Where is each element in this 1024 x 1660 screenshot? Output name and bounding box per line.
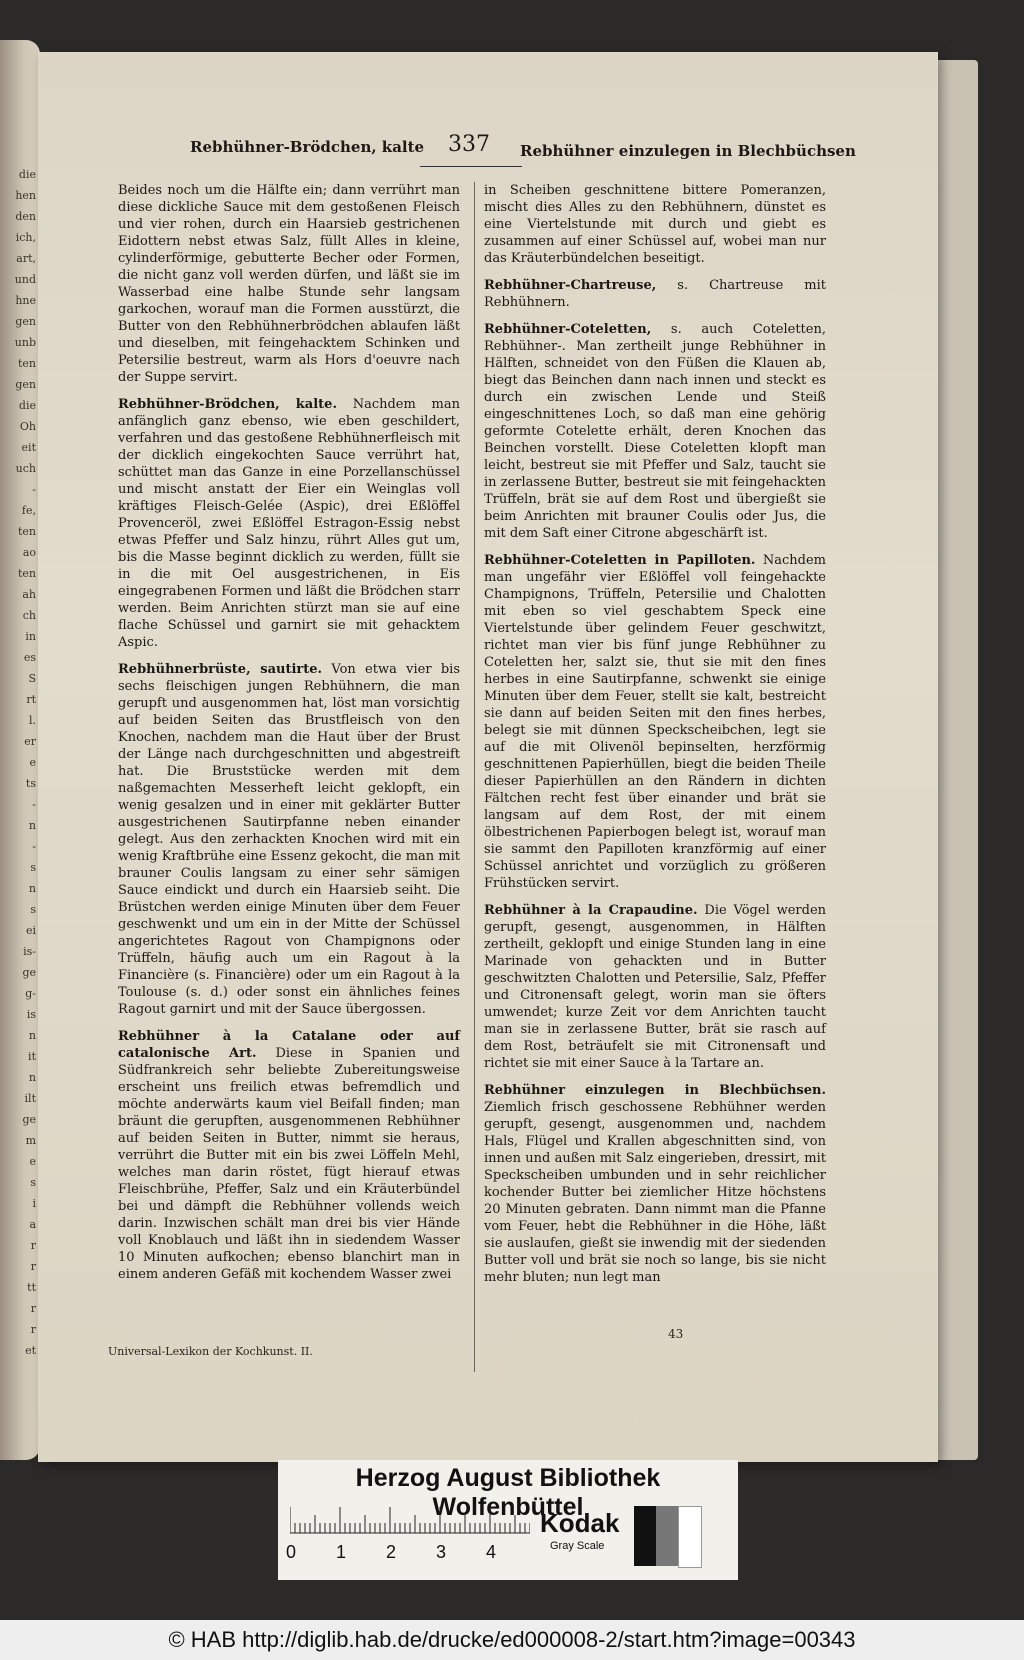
prev-page-fragment: - <box>32 798 36 811</box>
right-column <box>484 182 826 1296</box>
entry-text: Ziemlich frisch geschossene Rebhühner werden gerupft, gesengt, ausgenommen und, nachdem Hals, Flügel und Krallen abgeschnitten sind, von innen und außen mit Salz eingerieben, dressirt, mit Speckscheiben umbunden und in sehr reichlicher kochender Butter bei ziemlicher Hitze höchstens 20 Minuten gebraten. Dann nimmt man die Pfanne vom Feuer, hebt die Rebhühner in die Höhe, läßt sie auslaufen, gießt sie inwendig mit der siedenden Butter voll und brät sie noch so lange, bis sie nicht mehr bluten; nun legt man <box>484 1100 826 1285</box>
prev-page-fragment: s <box>30 903 36 916</box>
entry-paragraph <box>118 661 460 1018</box>
prev-page-fragment: gen <box>15 378 36 391</box>
prev-page-fragment: ilt <box>24 1092 36 1105</box>
entry-text: Von etwa vier bis sechs fleischigen jungen Rebhühnern, die man gerupft und ausgenommen hat, löst man vorsichtig auf beiden Seiten das Brustfleisch von den Knochen, nachdem man die Haut über der Brust der Länge nach durchgeschnitten und abgestreift hat. Die Bruststücke werden mit dem naßgemachten Messerheft leicht geklopft, ein wenig gesalzen und in einer mit geklärter Butter ausgestrichenen Sautirpfanne neben einander gelegt. Aus den zerhackten Knochen wird mit ein wenig Kraftbrühe eine Essenz gekocht, die man mit brauner Coulis langsam zu einer sehr sämigen Sauce eindickt und durch ein Haarsieb seiht. Die Brüstchen werden einige Minuten über dem Feuer geschwenkt und um ein in der Mitte der Schüssel angerichtetes Ragout von Champignons oder Trüffeln, häufig auch um ein Ragout à la Financière (s. Financière) oder um ein Ragout à la Toulouse (s. d.) oder sonst ein ähnliches feines Ragout garnirt und mit der Sauce übergossen. <box>118 662 461 1017</box>
entry-text: Nachdem man ungefähr vier Eßlöffel voll feingehackte Champignons, Trüffeln, Petersilie und Chalotten mit eben so viel geschabtem Speck eine Viertelstunde über gelindem Feuer geschwitzt, richtet man vier bis fünf junge Rebhühner zu Coteletten her, salzt sie, thut sie mit den fines herbes in eine Sautirpfanne, schwenkt sie einige Minuten über dem Feuer, stellt sie kalt, bestreicht sie dann auf beiden Seiten mit den fines herbes, belegt sie mit dünnen Speckscheibchen, legt sie auf die mit Olivenöl bepinselten, herzförmig geschnittenen Papierhüllen, biegt die beiden Theile dieser Papierhüllen an den Rändern in dichten Fältchen recht fest über einander und brät sie langsam auf dem Rost, der mit einem ölbestrichenen Papierbogen belegt ist, worauf man sie sammt den Papilloten kranzförmig auf einer Schüssel anrichtet und vorzüglich zu größeren Frühstücken servirt. <box>484 553 826 891</box>
prev-page-fragment: S <box>28 672 36 685</box>
prev-page-fragment: fe, <box>21 504 36 517</box>
left-column <box>118 182 460 1293</box>
prev-page-fragment: die <box>18 399 36 412</box>
prev-page-fragment: e <box>29 1155 36 1168</box>
prev-page-fragment: uch <box>15 462 36 475</box>
prev-page-fragment: i <box>32 1197 36 1210</box>
prev-page-fragment: ten <box>17 567 36 580</box>
running-header <box>38 132 938 172</box>
prev-page-fragment: art, <box>16 252 36 265</box>
book-page <box>38 52 938 1462</box>
prev-page-fragment: ts <box>25 777 36 790</box>
prev-page-fragment: n <box>28 819 36 832</box>
prev-page-fragment: s <box>30 861 36 874</box>
prev-page-fragment: ei <box>25 924 36 937</box>
entry-heading: Rebhühner-Chartreuse, <box>484 278 657 293</box>
prev-page-fragment: hen <box>15 189 36 202</box>
prev-page-fragment: e <box>29 756 36 769</box>
gray-patch-mid <box>656 1506 678 1566</box>
prev-page-fragment: g- <box>25 987 36 1000</box>
prev-page-fragment: ch <box>22 609 36 622</box>
page-number: 337 <box>448 132 490 157</box>
prev-page-fragment: - <box>32 483 36 496</box>
prev-page-fragment: rt <box>26 693 36 706</box>
prev-page-fragment: n <box>28 882 36 895</box>
ruler-number: 3 <box>436 1542 447 1562</box>
ruler-number: 1 <box>336 1542 347 1562</box>
prev-page-fragment: m <box>25 1134 36 1147</box>
prev-page-fragment: es <box>23 651 36 664</box>
header-rule <box>420 166 522 167</box>
prev-page-fragment: er <box>24 735 36 748</box>
prev-page-fragment: ich, <box>15 231 36 244</box>
entry-paragraph <box>484 902 826 1072</box>
prev-page-fragment: n <box>28 1071 36 1084</box>
prev-page-fragment: ge <box>22 1113 36 1126</box>
prev-page-fragment: n <box>28 1029 36 1042</box>
prev-page-fragment: ten <box>17 525 36 538</box>
measurement-ruler <box>290 1506 530 1534</box>
entry-heading: Rebhühner à la Catalane oder auf catalonische Art. <box>118 1029 460 1061</box>
color-calibration-card <box>278 1460 738 1580</box>
prev-page-fragment: die <box>18 168 36 181</box>
entry-heading: Rebhühner-Brödchen, kalte. <box>118 397 337 412</box>
entry-paragraph <box>484 552 826 892</box>
previous-page-edge <box>0 40 40 1460</box>
entry-text: Nachdem man anfänglich ganz ebenso, wie eben geschildert, verfahren und das gestoßene Rebhühnerfleisch mit der dicklich eingekochten Sauce verrührt hat, schüttet man das Ganze in eine Porzellanschüssel und mischt anstatt der Eier ein Weinglas voll kräftiges Fleisch-Gelée (Aspic), drei Eßlöffel Provenceröl, zwei Eßlöffel Estragon-Essig nebst etwas Pfeffer und Salz hinzu, rührt Alles gut um, bis die Masse beginnt dicklich zu werden, füllt sie in die mit Oel ausgestrichenen, in Eis eingegrabenen Formen und läßt die Brödchen starr werden. Beim Anrichten stürzt man sie auf eine flache Schüssel und garnirt sie mit gehacktem Aspic. <box>118 397 460 650</box>
kodak-logo: Kodak <box>540 1508 620 1538</box>
entry-paragraph <box>484 321 826 542</box>
prev-page-fragment: r <box>30 1239 36 1252</box>
header-right-title: Rebhühner einzulegen in Blechbüchsen <box>520 142 856 160</box>
entry-text: in Scheiben geschnittene bittere Pomeranzen, mischt dies Alles zu den Rebhühnern, dünstet es eine Viertelstunde mit durch und giebt es zusammen auf einer Schüssel auf, wobei man nur das Kräuterbündelchen beseitigt. <box>484 183 826 266</box>
entry-text: s. auch Coteletten, Rebhühner-. Man zertheilt junge Rebhühner in Hälften, schneidet von den Füßen die Klauen ab, biegt das Beinchen dann nach innen und steckt es durch ein zwischen Lende und Steiß eingeschnittenes Loch, so daß man eine gehörig geformte Cotelette erhält, deren Knochen das Beinchen vorstellt. Diese Coteletten klopft man leicht, bestreut sie mit Pfeffer und Salz, taucht sie in zerlassene Butter, bestreut sie mit feingehackten Trüffeln, brät sie auf dem Rost und übergießt sie beim Anrichten mit brauner Coulis oder Jus, die mit dem Saft einer Citrone abgeschärft ist. <box>484 322 826 541</box>
entry-paragraph <box>484 1082 826 1286</box>
entry-heading: Rebhühner à la Crapaudine. <box>484 903 698 918</box>
entry-text: Beides noch um die Hälfte ein; dann verrührt man diese dickliche Sauce mit dem gestoßenen Fleisch und vier rohen, durch ein Haarsieb gestrichenen Eidottern nebst etwas Salz, füllt Alles in kleine, cylinderförmige, gebutterte Becher oder Formen, die nicht ganz voll werden dürfen, und läßt sie im Wasserbad eine halbe Stunde sehr langsam garkochen, worauf man die Formen ausstürzt, die Butter von den Rebhühnerbrödchen ablaufen läßt und dieselben, mit feingehacktem Schinken und Petersilie bestreut, warm als Hors d'oeuvre nach der Suppe servirt. <box>118 183 460 385</box>
entry-paragraph <box>118 1028 460 1283</box>
ruler-number: 2 <box>386 1542 397 1562</box>
header-left-title: Rebhühner-Brödchen, kalte <box>190 138 425 156</box>
entry-paragraph <box>484 182 826 267</box>
prev-page-fragment: s <box>30 1176 36 1189</box>
prev-page-fragment: r <box>30 1260 36 1273</box>
entry-paragraph <box>118 182 460 386</box>
entry-heading: Rebhühner-Coteletten, <box>484 322 652 337</box>
prev-page-fragment: ten <box>17 357 36 370</box>
prev-page-fragment: Oh <box>19 420 36 433</box>
prev-page-fragment: hne <box>15 294 36 307</box>
gray-patch-white <box>678 1506 702 1568</box>
ruler-number: 0 <box>286 1542 297 1562</box>
entry-text: Diese in Spanien und Südfrankreich sehr beliebte Zubereitungsweise erscheint uns freilich etwas befremdlich und möchte anderwärts kaum viel Beifall finden; man bräunt die gerupften, ausgenommenen Rebhühner auf beiden Seiten in Butter, nimmt sie heraus, verrührt die Butter mit ein bis zwei Löffeln Mehl, welches man darin röstet, fügt hierauf etwas Fleischbrühe, Pfeffer, Salz und ein Kräuterbündel bei und dämpft die Rebhühner vollends weich darin. Inzwischen schält man drei bis vier Hände voll Knoblauch und läßt ihn in siedendem Wasser 10 Minuten aufkochen; ebenso blanchirt man in einem anderen Gefäß mit kochendem Wasser zwei <box>118 1046 460 1282</box>
prev-page-fragment: den <box>15 210 36 223</box>
prev-page-fragment: eit <box>21 441 36 454</box>
entry-heading: Rebhühner-Coteletten in Papilloten. <box>484 553 756 568</box>
prev-page-fragment: unb <box>14 336 36 349</box>
entry-text: Die Vögel werden gerupft, gesengt, ausgenommen, in Hälften zertheilt, geklopft und einige Stunden lang in eine Marinade von gehackten und in Butter geschwitzten Chalotten und Petersilie, Salz, Pfeffer und Citronensaft gelegt, worin man sie öfters umwendet; kurze Zeit vor dem Anrichten taucht man sie in zerlassene Butter, brät sie rasch auf dem Rost, beträufelt sie mit Citronensaft und richtet sie mit einer Sauce à la Tartare an. <box>484 903 827 1071</box>
prev-page-fragment: und <box>14 273 36 286</box>
prev-page-fragment: ge <box>22 966 36 979</box>
prev-page-fragment: it <box>28 1050 36 1063</box>
footer-publication: Universal-Lexikon der Kochkunst. II. <box>108 1345 313 1358</box>
prev-page-fragment: r <box>30 1323 36 1336</box>
source-credit: © HAB http://diglib.hab.de/drucke/ed000008-2/start.htm?image=00343 <box>0 1620 1024 1660</box>
prev-page-fragment: in <box>25 630 36 643</box>
entry-heading: Rebhühnerbrüste, sautirte. <box>118 662 323 677</box>
entry-paragraph <box>484 277 826 311</box>
prev-page-fragment: l. <box>28 714 36 727</box>
column-divider <box>474 182 475 1372</box>
prev-page-fragment: r <box>30 1302 36 1315</box>
entry-heading: Rebhühner einzulegen in Blechbüchsen. <box>484 1083 826 1098</box>
prev-page-fragment: is <box>26 1008 36 1021</box>
prev-page-fragment: tt <box>27 1281 36 1294</box>
prev-page-fragment: ao <box>22 546 36 559</box>
entry-paragraph <box>118 396 460 651</box>
prev-page-fragment: gen <box>15 315 36 328</box>
entry-text: s. Chartreuse mit Rebhühnern. <box>484 278 826 310</box>
ruler-number: 4 <box>486 1542 497 1562</box>
footer-signature: 43 <box>668 1327 684 1341</box>
gray-scale-label: Gray Scale <box>550 1540 605 1552</box>
prev-page-fragment: - <box>32 840 36 853</box>
gray-patch-black <box>634 1506 656 1566</box>
prev-page-fragment: is- <box>23 945 36 958</box>
prev-page-fragment: et <box>25 1344 36 1357</box>
prev-page-fragment: a <box>29 1218 36 1231</box>
prev-page-fragment: ah <box>22 588 36 601</box>
library-name: Herzog August Bibliothek Wolfenbüttel <box>355 1464 661 1521</box>
